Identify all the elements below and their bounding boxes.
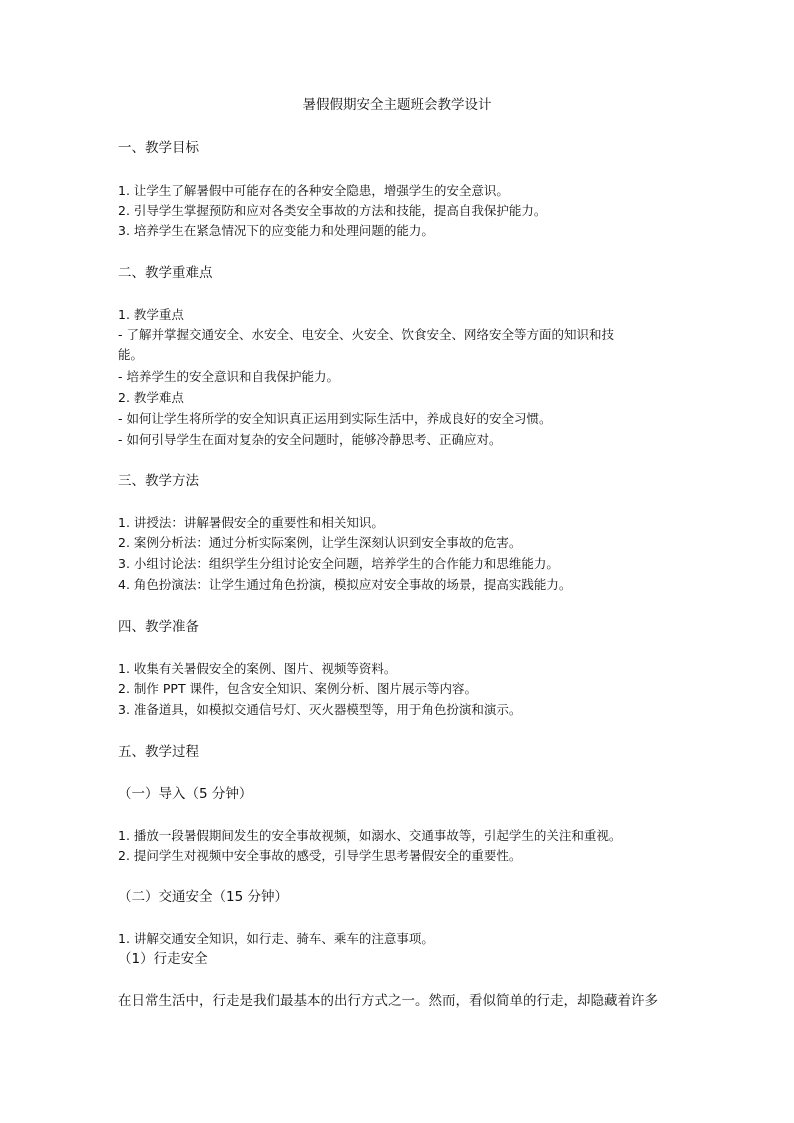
subsection-heading-traffic: （二）交通安全（15 分钟） [118, 889, 288, 905]
subheading-difficulty: 2. 教学难点 [118, 390, 184, 405]
list-item: 2. 提问学生对视频中安全事故的感受，引导学生思考暑假安全的重要性。 [118, 848, 522, 863]
section-heading-key-points: 二、教学重难点 [118, 265, 213, 281]
list-item: 1. 让学生了解暑假中可能存在的各种安全隐患，增强学生的安全意识。 [118, 183, 509, 198]
subsection-heading-intro: （一）导入（5 分钟） [118, 786, 253, 802]
sub-item-heading-walking: （1）行走安全 [118, 951, 208, 967]
section-heading-preparation: 四、教学准备 [118, 619, 199, 635]
body-paragraph: 在日常生活中，行走是我们最基本的出行方式之一。然而，看似简单的行走，却隐藏着许多 [118, 993, 658, 1009]
list-item: - 了解并掌握交通安全、水安全、电安全、火安全、饮食安全、网络安全等方面的知识和技 [118, 327, 614, 342]
list-item: 1. 讲授法：讲解暑假安全的重要性和相关知识。 [118, 515, 384, 530]
list-item: 3. 培养学生在紧急情况下的应变能力和处理问题的能力。 [118, 223, 434, 238]
list-item: 1. 讲解交通安全知识，如行走、骑车、乘车的注意事项。 [118, 931, 434, 946]
list-item: 1. 播放一段暑假期间发生的安全事故视频，如溺水、交通事故等，引起学生的关注和重视。 [118, 828, 622, 843]
list-item: - 如何让学生将所学的安全知识真正运用到实际生活中，养成良好的安全习惯。 [118, 411, 552, 426]
list-item: 2. 引导学生掌握预防和应对各类安全事故的方法和技能，提高自我保护能力。 [118, 203, 547, 218]
list-item: 2. 制作 PPT 课件，包含安全知识、案例分析、图片展示等内容。 [118, 681, 478, 696]
list-item: 3. 准备道具，如模拟交通信号灯、灭火器模型等，用于角色扮演和演示。 [118, 702, 522, 717]
section-heading-process: 五、教学过程 [118, 744, 199, 760]
list-item-continuation: 能。 [118, 347, 144, 362]
section-heading-methods: 三、教学方法 [118, 473, 199, 489]
document-title: 暑假假期安全主题班会教学设计 [302, 97, 492, 113]
subheading-key: 1. 教学重点 [118, 307, 184, 322]
section-heading-objectives: 一、教学目标 [118, 140, 199, 156]
list-item: - 培养学生的安全意识和自我保护能力。 [118, 369, 339, 384]
list-item: 4. 角色扮演法：让学生通过角色扮演，模拟应对安全事故的场景，提高实践能力。 [118, 577, 572, 592]
list-item: 2. 案例分析法：通过分析实际案例，让学生深刻认识到安全事故的危害。 [118, 535, 522, 550]
list-item: - 如何引导学生在面对复杂的安全问题时，能够冷静思考、正确应对。 [118, 432, 502, 447]
list-item: 1. 收集有关暑假安全的案例、图片、视频等资料。 [118, 661, 397, 676]
list-item: 3. 小组讨论法：组织学生分组讨论安全问题，培养学生的合作能力和思维能力。 [118, 556, 559, 571]
